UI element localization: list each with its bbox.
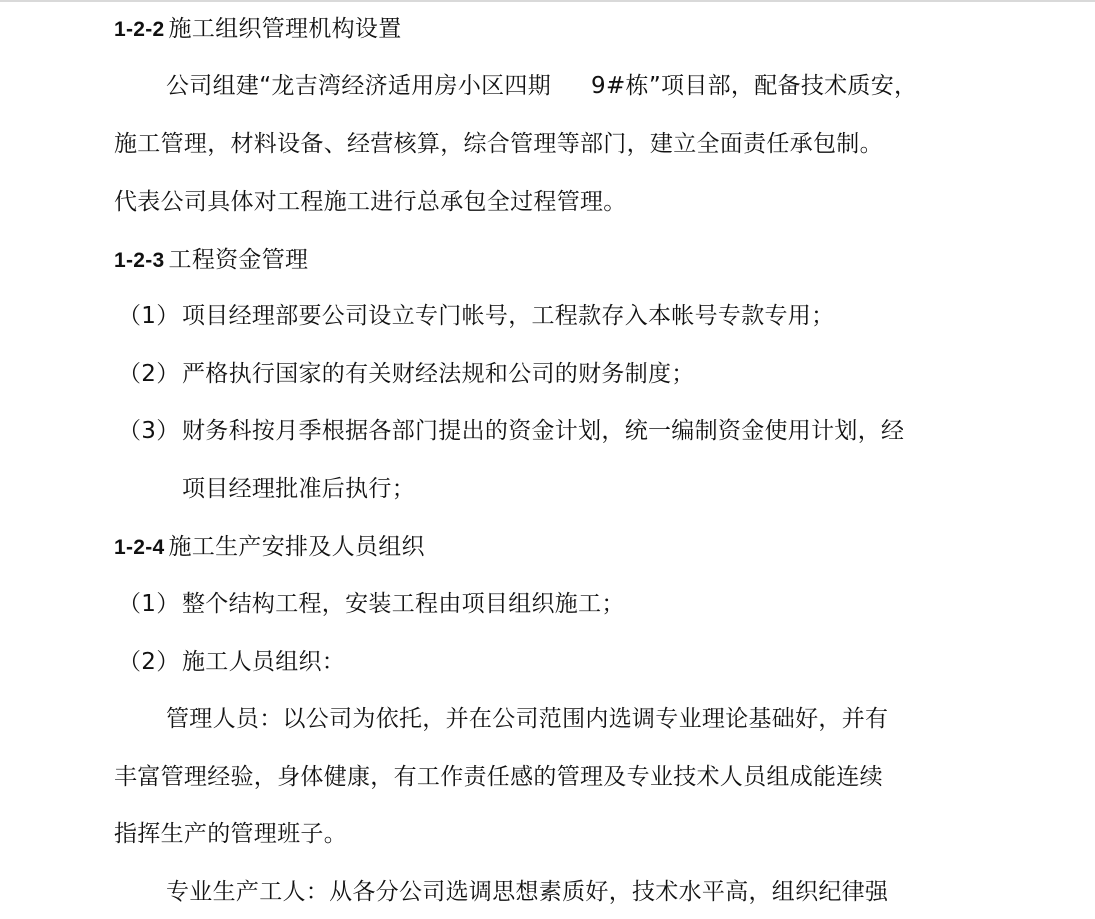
list-item-number: （1） [118, 591, 180, 617]
section-title: 施工生产安排及人员组织 [168, 534, 425, 560]
paragraph-text: 9#栋”项目部，配备技术质安， [591, 73, 918, 99]
section-heading-1-2-4 [114, 532, 425, 562]
paragraph-line: 丰富管理经验，身体健康，有工作责任感的管理及专业技术人员组成能连续 [114, 764, 883, 790]
list-item-number: （3） [118, 418, 180, 444]
section-title: 工程资金管理 [168, 247, 309, 273]
list-item-text: 项目经理部要公司设立专门帐号，工程款存入本帐号专款专用； [182, 303, 835, 329]
list-item [118, 359, 695, 389]
list-item [118, 416, 904, 446]
list-item-text: 整个结构工程，安装工程由项目组织施工； [182, 591, 625, 617]
list-item-number: （2） [118, 361, 180, 387]
paragraph-line: 管理人员：以公司为依托，并在公司范围内选调专业理论基础好，并有 [166, 706, 889, 732]
paragraph-line: 施工管理，材料设备、经营核算，综合管理等部门，建立全面责任承包制。 [114, 131, 883, 157]
section-heading-1-2-3 [114, 245, 308, 275]
list-item-text: 严格执行国家的有关财经法规和公司的财务制度； [182, 361, 695, 387]
section-title: 施工组织管理机构设置 [168, 16, 402, 42]
section-heading-1-2-2 [114, 14, 402, 44]
list-item-number: （2） [118, 649, 180, 675]
paragraph-line [166, 71, 917, 101]
list-item-continuation: 项目经理批准后执行； [182, 476, 415, 502]
list-item-text: 财务科按月季根据各部门提出的资金计划，统一编制资金使用计划，经 [182, 418, 905, 444]
section-number: 1-2-2 [114, 18, 165, 41]
paragraph-line: 代表公司具体对工程施工进行总承包全过程管理。 [114, 189, 627, 215]
top-divider [0, 0, 1095, 2]
list-item [118, 301, 834, 331]
section-number: 1-2-4 [114, 536, 165, 559]
list-item-number: （1） [118, 303, 180, 329]
section-number: 1-2-3 [114, 249, 165, 272]
paragraph-line: 指挥生产的管理班子。 [114, 821, 347, 847]
list-item [118, 589, 625, 619]
paragraph-line: 专业生产工人：从各分公司选调思想素质好，技术水平高，组织纪律强 [166, 879, 889, 905]
list-item [118, 647, 345, 677]
paragraph-text: 公司组建“龙吉湾经济适用房小区四期 [166, 73, 552, 99]
list-item-text: 施工人员组织： [182, 649, 346, 675]
